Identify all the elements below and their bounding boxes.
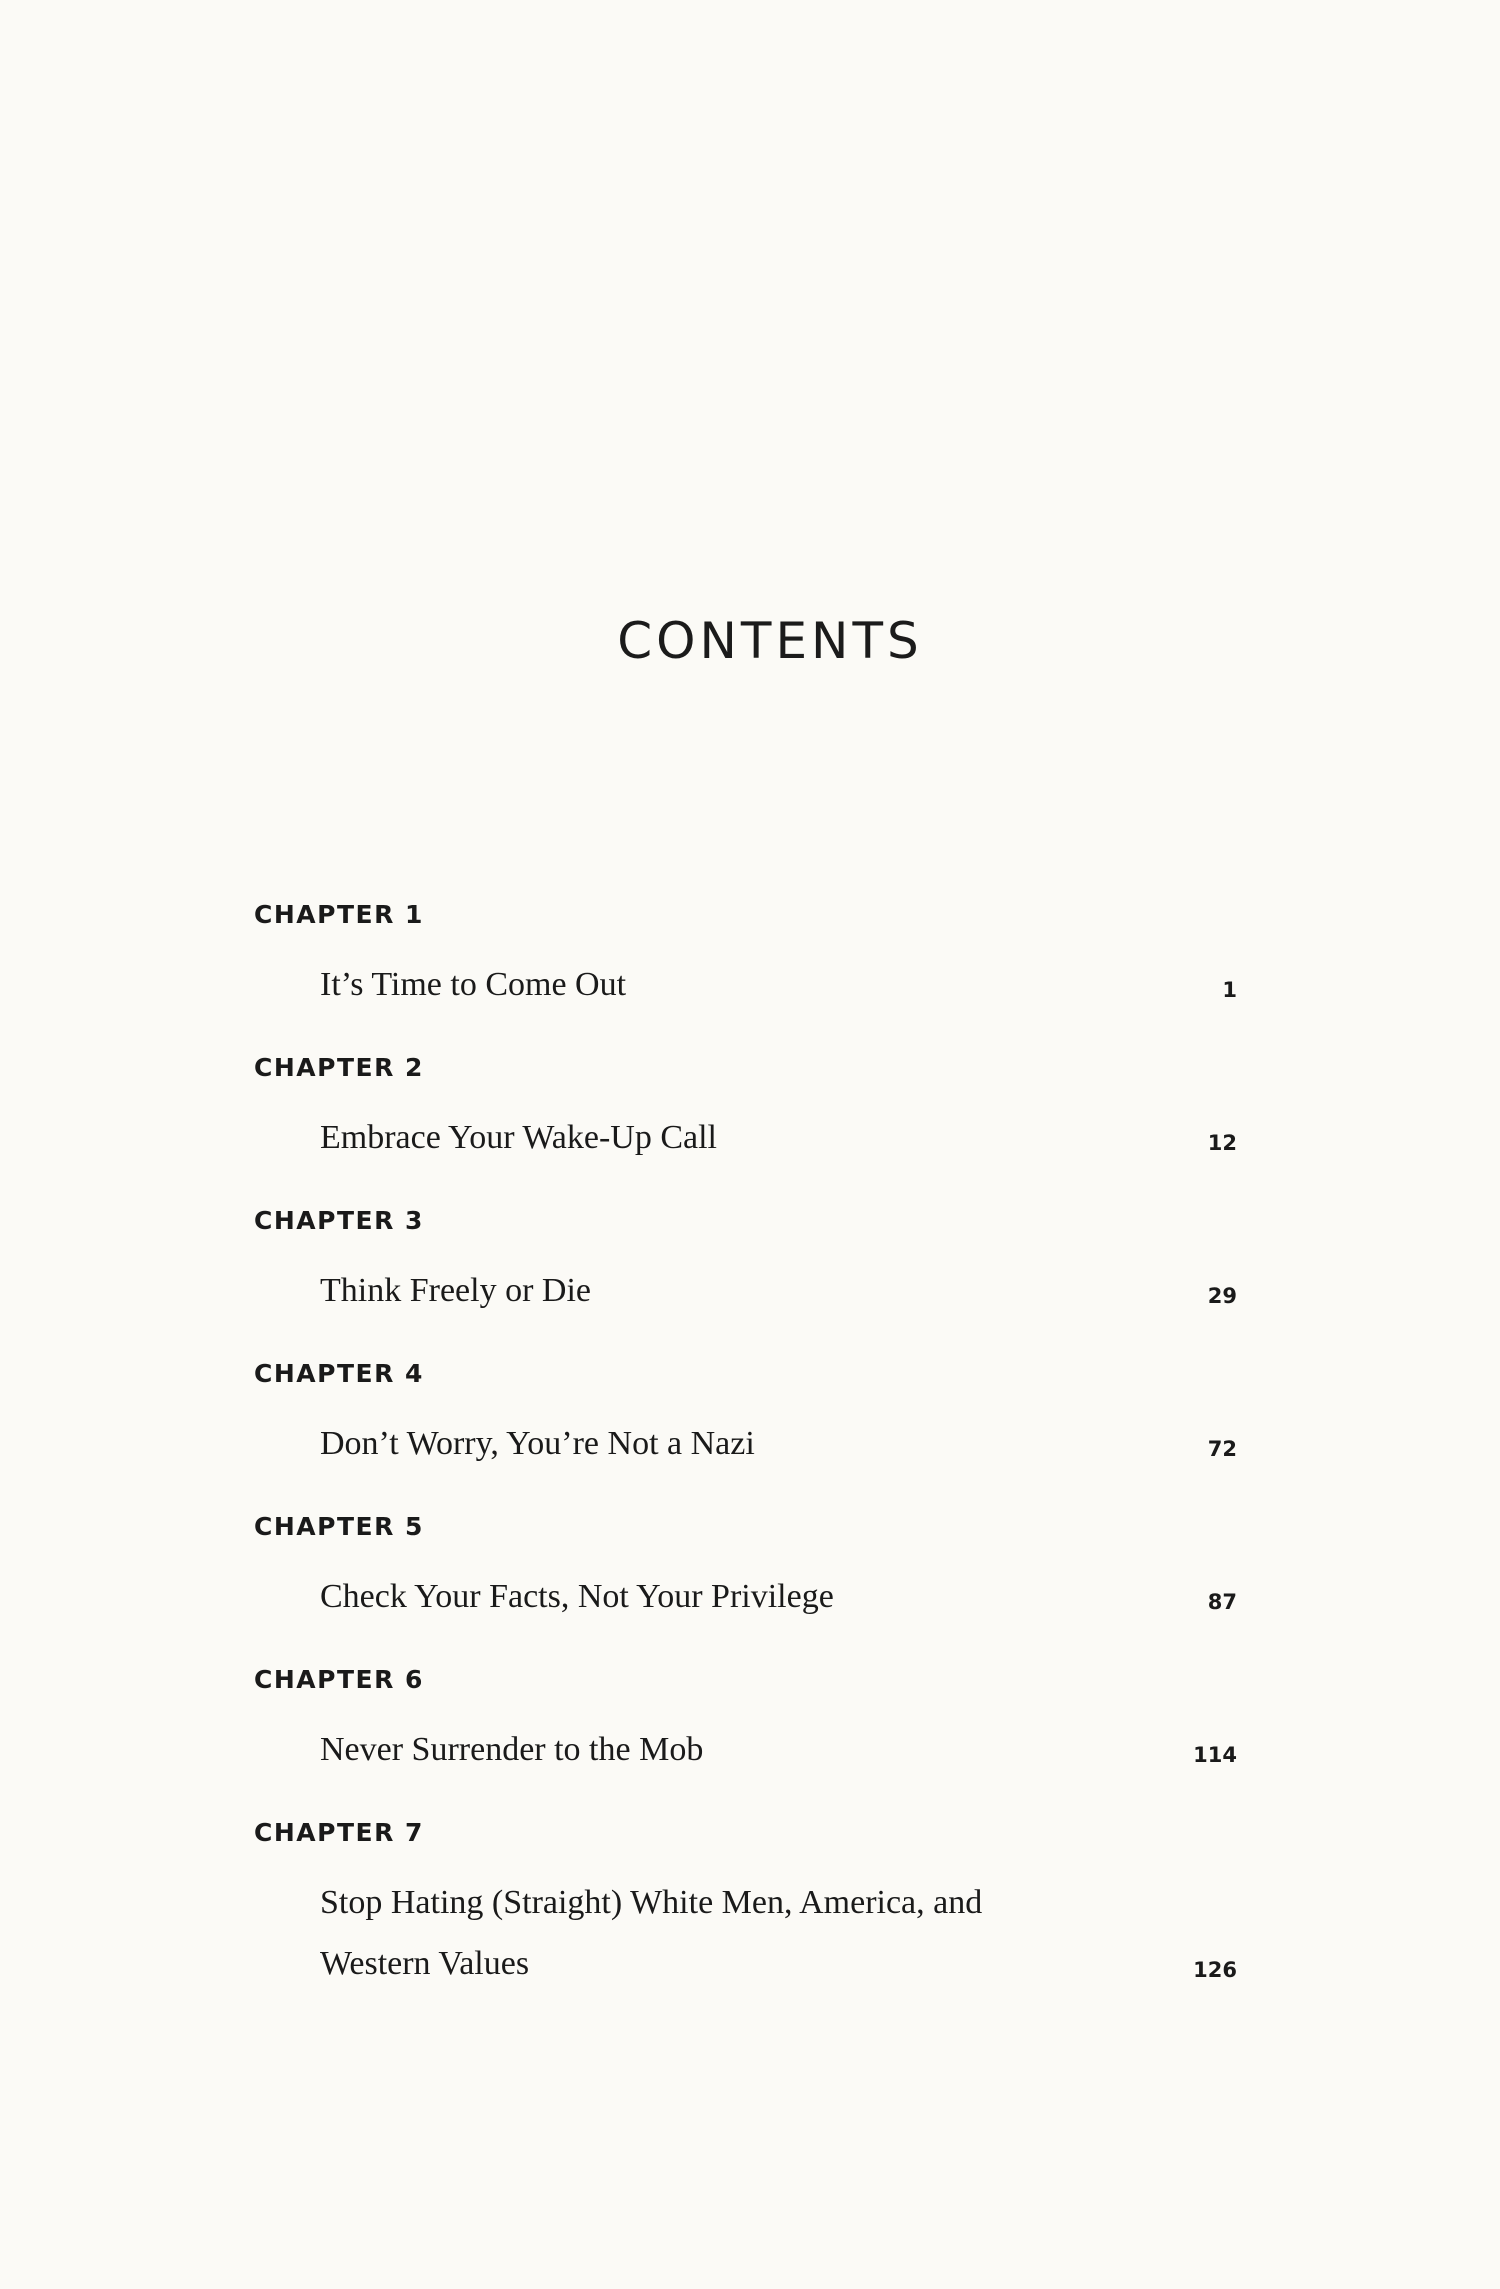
chapter-label: CHAPTER 1 xyxy=(254,900,424,929)
chapter-title: Think Freely or Die xyxy=(320,1272,591,1309)
chapter-title: Never Surrender to the Mob xyxy=(320,1731,704,1768)
chapter-title: Check Your Facts, Not Your Privilege xyxy=(320,1578,834,1615)
chapter-label: CHAPTER 3 xyxy=(254,1206,424,1235)
chapter-page-number: 126 xyxy=(1193,1958,1237,1982)
chapter-page-number: 87 xyxy=(1207,1590,1237,1614)
chapter-title: Embrace Your Wake-Up Call xyxy=(320,1119,717,1156)
chapter-label: CHAPTER 2 xyxy=(254,1053,424,1082)
chapter-page-number: 72 xyxy=(1207,1437,1237,1461)
page-title: CONTENTS xyxy=(617,612,923,670)
chapter-page-number: 29 xyxy=(1207,1284,1237,1308)
chapter-label: CHAPTER 6 xyxy=(254,1665,424,1694)
chapter-label: CHAPTER 5 xyxy=(254,1512,424,1541)
chapter-title: Stop Hating (Straight) White Men, America, and Western Values xyxy=(320,1884,983,1982)
chapter-page-number: 114 xyxy=(1193,1743,1237,1767)
chapter-page-number: 1 xyxy=(1222,978,1237,1002)
chapter-label: CHAPTER 7 xyxy=(254,1818,424,1847)
chapter-page-number: 12 xyxy=(1207,1131,1237,1155)
chapter-title: It’s Time to Come Out xyxy=(320,966,627,1003)
chapter-title: Don’t Worry, You’re Not a Nazi xyxy=(320,1425,755,1462)
chapter-label: CHAPTER 4 xyxy=(254,1359,424,1388)
